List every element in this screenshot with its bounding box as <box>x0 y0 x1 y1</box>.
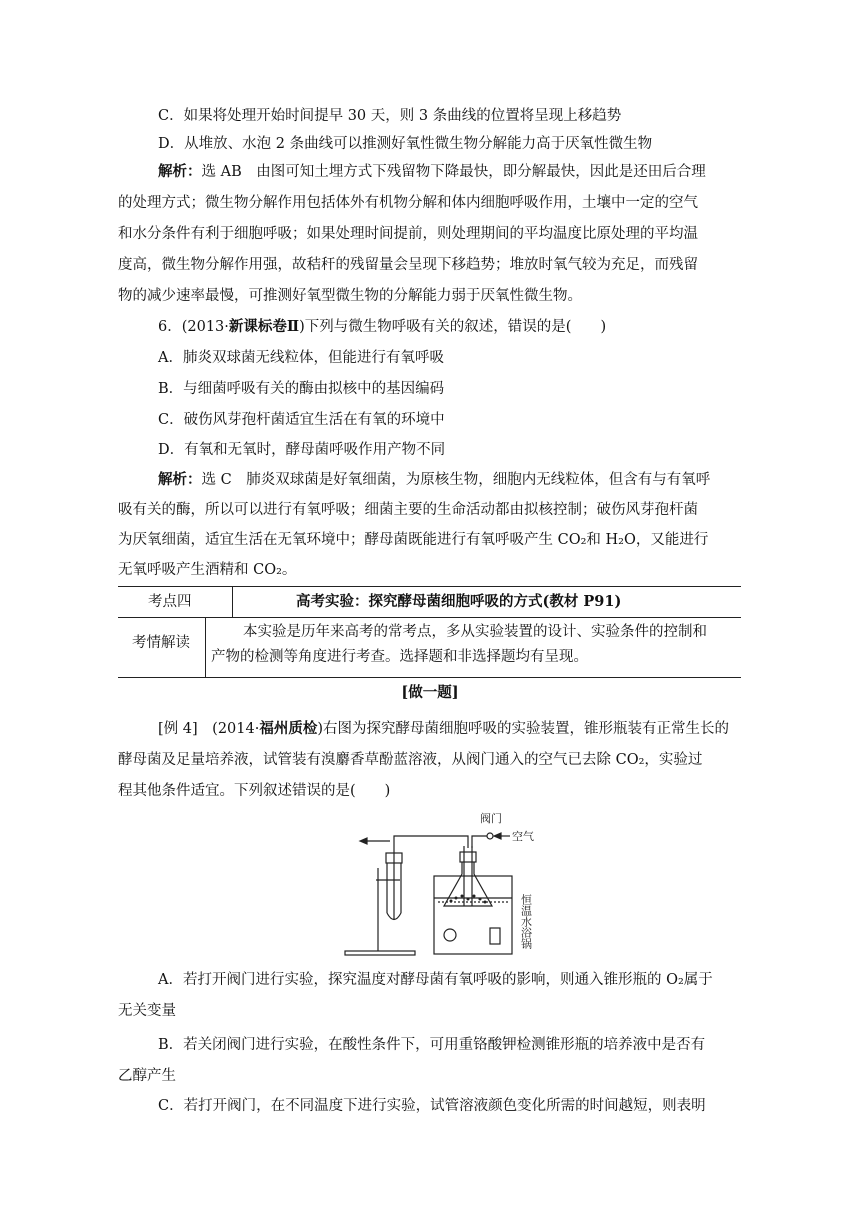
question-number: 6．(2013· <box>158 319 229 335</box>
analysis-2-line-1 <box>158 470 780 490</box>
water-bath-label: 恒温水浴锅 <box>519 894 533 949</box>
table-divider <box>232 587 233 617</box>
stand-plate <box>345 951 415 955</box>
example-4-line-1 <box>158 719 780 739</box>
valve <box>487 833 493 839</box>
option-a-6: A．肺炎双球菌无线粒体，但能进行有氧呼吸 <box>158 350 444 366</box>
analysis-2-line-3: 为厌氧细菌，适宜生活在无氧环境中；酵母菌既能进行有氧呼吸产生 CO₂和 H₂O，又能进行 <box>118 532 709 548</box>
option-d-6: D．有氧和无氧时，酵母菌呼吸作用产物不同 <box>158 442 446 458</box>
table-cell-interpretation-label: 考情解读 <box>132 635 190 651</box>
analysis-label: 解析： <box>158 471 202 488</box>
option-d-previous: D．从堆放、水泡 2 条曲线可以推测好氧性微生物分解能力高于厌氧性微生物 <box>158 136 653 152</box>
table-divider <box>205 617 206 677</box>
analysis-1-line-3: 和水分条件有利于细胞呼吸；如果处理时间提前，则处理期间的平均温度比原处理的平均温 <box>118 226 698 242</box>
control-panel <box>490 928 500 944</box>
option-a-line-2: 无关变量 <box>118 1003 176 1019</box>
analysis-text: 选 C 肺炎双球菌是好氧细菌，为原核生物，细胞内无线粒体，但含有与有氧呼 <box>201 472 711 488</box>
option-a-line-1: A．若打开阀门进行实验，探究温度对酵母菌有氧呼吸的影响，则通入锥形瓶的 O₂属于 <box>158 972 713 988</box>
control-knob <box>444 929 456 941</box>
analysis-2-line-2: 吸有关的酶，所以可以进行有氧呼吸；细菌主要的生命活动都由拟核控制；破伤风芽孢杆菌 <box>118 502 698 518</box>
connecting-tube <box>394 836 468 850</box>
table-cell-experiment-title: 高考实验：探究酵母菌细胞呼吸的方式(教材 P91) <box>296 593 622 610</box>
analysis-2-line-4: 无氧呼吸产生酒精和 CO₂。 <box>118 562 297 578</box>
option-c-6: C．破伤风芽孢杆菌适宜生活在有氧的环境中 <box>158 412 445 428</box>
valve-label: 阀门 <box>480 812 502 825</box>
analysis-text: 选 AB 由图可知土埋方式下残留物下降最快，即分解最快，因此是还田后合理 <box>201 164 706 180</box>
option-c-line-1: C．若打开阀门，在不同温度下进行实验，试管溶液颜色变化所需的时间越短，则表明 <box>158 1098 706 1114</box>
example-4-line-3: 程其他条件适宜。下列叙述错误的是( ) <box>118 783 391 799</box>
example-label: [例 4] <box>158 721 198 737</box>
experiment-apparatus-figure <box>340 808 560 964</box>
table-cell-interpretation-line-2: 产物的检测等角度进行考查。选择题和非选择题均有呈现。 <box>211 649 588 665</box>
example-source: 福州质检 <box>259 720 318 737</box>
flask-stopper <box>460 852 476 862</box>
air-arrow <box>494 833 501 839</box>
option-c-previous: C．如果将处理开始时间提早 30 天，则 3 条曲线的位置将呈现上移趋势 <box>158 108 622 124</box>
option-b-line-1: B．若关闭阀门进行实验，在酸性条件下，可用重铬酸钾检测锥形瓶的培养液中是否有 <box>158 1037 706 1053</box>
section-heading: [做一题] <box>401 684 459 701</box>
analysis-label: 解析： <box>158 163 202 180</box>
option-b-line-2: 乙醇产生 <box>118 1068 176 1084</box>
example-text: )右图为探究酵母菌细胞呼吸的实验装置，锥形瓶装有正常生长的 <box>317 721 729 737</box>
example-source-prefix: (2014· <box>212 721 260 737</box>
analysis-1-line-4: 度高，微生物分解作用强，故秸秆的残留量会呈现下移趋势；堆放时氧气较为充足，而残留 <box>118 257 698 273</box>
table-cell-exam-point: 考点四 <box>148 594 192 610</box>
analysis-1-line-5: 物的减少速率最慢，可推测好氧型微生物的分解能力弱于厌氧性微生物。 <box>118 288 582 304</box>
air-label: 空气 <box>512 830 534 843</box>
table-cell-interpretation-line-1: 本实验是历年来高考的常考点，多从实验装置的设计、实验条件的控制和 <box>243 624 707 640</box>
exam-point-table <box>118 586 741 678</box>
question-source: 新课标卷Ⅱ <box>228 318 300 335</box>
example-4-line-2: 酵母菌及足量培养液，试管装有溴麝香草酚蓝溶液，从阀门通入的空气已去除 CO₂，实验过 <box>118 752 703 768</box>
analysis-1-line-1 <box>158 162 780 182</box>
question-6 <box>158 317 780 337</box>
question-text: )下列与微生物呼吸有关的叙述，错误的是( ) <box>299 319 607 335</box>
analysis-1-line-2: 的处理方式；微生物分解作用包括体外有机物分解和体内细胞呼吸作用，土壤中一定的空气 <box>118 195 698 211</box>
option-b-6: B．与细菌呼吸有关的酶由拟核中的基因编码 <box>158 381 445 397</box>
flow-arrow <box>360 838 367 844</box>
